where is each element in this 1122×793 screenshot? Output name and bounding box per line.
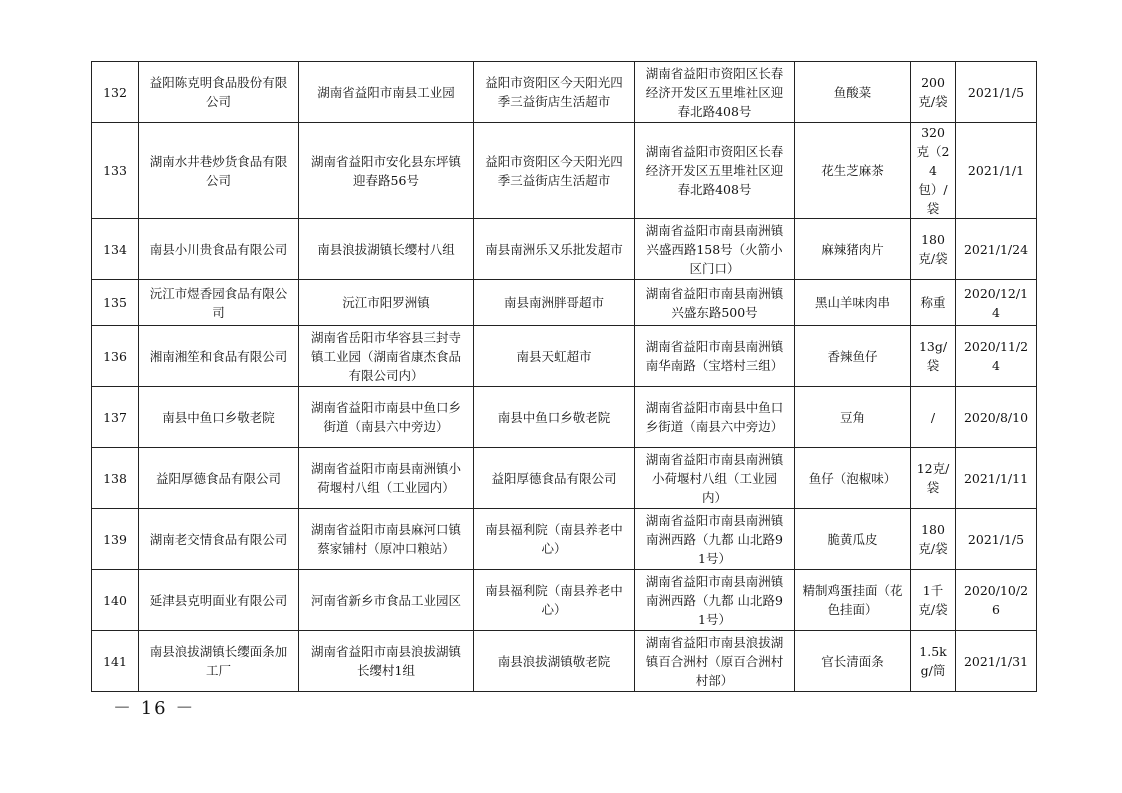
producer-name: 南县小川贵食品有限公司 [139,219,299,280]
row-number: 133 [92,123,139,219]
production-date: 2021/1/11 [956,448,1037,509]
producer-name: 沅江市煜香园食品有限公司 [139,280,299,326]
production-date: 2020/8/10 [956,387,1037,448]
product-name: 麻辣猪肉片 [795,219,911,280]
producer-name: 南县中鱼口乡敬老院 [139,387,299,448]
seller-name: 南县福利院（南县养老中心） [474,509,635,570]
seller-name: 南县福利院（南县养老中心） [474,570,635,631]
product-name: 花生芝麻茶 [795,123,911,219]
product-name: 官长清面条 [795,631,911,692]
row-number: 138 [92,448,139,509]
product-spec: 1千克/袋 [911,570,956,631]
table-row [92,280,1037,326]
product-spec: 12克/袋 [911,448,956,509]
seller-address: 湖南省益阳市南县南洲镇兴盛西路158号（火箭小区门口） [635,219,795,280]
producer-address: 湖南省益阳市南县工业园 [299,62,474,123]
seller-address: 湖南省益阳市资阳区长春经济开发区五里堆社区迎春北路408号 [635,62,795,123]
seller-address: 湖南省益阳市南县南洲镇南洲西路（九都 山北路91号） [635,509,795,570]
seller-address: 湖南省益阳市南县浪拔湖镇百合洲村（原百合洲村村部） [635,631,795,692]
producer-address: 沅江市阳罗洲镇 [299,280,474,326]
row-number: 141 [92,631,139,692]
product-name: 鱼仔（泡椒味） [795,448,911,509]
seller-address: 湖南省益阳市南县南洲镇南洲西路（九都 山北路91号） [635,570,795,631]
product-name: 黑山羊味肉串 [795,280,911,326]
row-number: 135 [92,280,139,326]
product-name: 豆角 [795,387,911,448]
row-number: 137 [92,387,139,448]
page-number: － 16 － [113,698,196,719]
row-number: 139 [92,509,139,570]
producer-address: 湖南省岳阳市华容县三封寺镇工业园（湖南省康杰食品有限公司内） [299,326,474,387]
table-row [92,570,1037,631]
producer-name: 益阳厚德食品有限公司 [139,448,299,509]
table-row [92,509,1037,570]
producer-address: 湖南省益阳市安化县东坪镇迎春路56号 [299,123,474,219]
seller-name: 南县天虹超市 [474,326,635,387]
seller-address: 湖南省益阳市南县南洲镇南华南路（宝塔村三组） [635,326,795,387]
production-date: 2020/11/24 [956,326,1037,387]
producer-address: 南县浪拔湖镇长缨村八组 [299,219,474,280]
producer-address: 湖南省益阳市南县麻河口镇蔡家铺村（原冲口粮站） [299,509,474,570]
row-number: 132 [92,62,139,123]
row-number: 134 [92,219,139,280]
product-name: 香辣鱼仔 [795,326,911,387]
product-spec: 200克/袋 [911,62,956,123]
producer-address: 湖南省益阳市南县浪拔湖镇长缨村1组 [299,631,474,692]
product-name: 脆黄瓜皮 [795,509,911,570]
table-row [92,387,1037,448]
production-date: 2021/1/24 [956,219,1037,280]
records-table [91,61,1037,692]
producer-name: 湖南老交情食品有限公司 [139,509,299,570]
product-spec: / [911,387,956,448]
product-name: 鱼酸菜 [795,62,911,123]
producer-name: 南县浪拔湖镇长缨面条加工厂 [139,631,299,692]
product-name: 精制鸡蛋挂面（花色挂面） [795,570,911,631]
product-spec: 13g/袋 [911,326,956,387]
product-spec: 320克（24包）/袋 [911,123,956,219]
seller-name: 益阳市资阳区今天阳光四季三益街店生活超市 [474,62,635,123]
table-row [92,123,1037,219]
seller-name: 南县中鱼口乡敬老院 [474,387,635,448]
table-row [92,326,1037,387]
production-date: 2020/12/14 [956,280,1037,326]
producer-address: 湖南省益阳市南县中鱼口乡街道（南县六中旁边） [299,387,474,448]
production-date: 2021/1/1 [956,123,1037,219]
seller-address: 湖南省益阳市南县南洲镇小荷堰村八组（工业园内） [635,448,795,509]
producer-name: 湘南湘笙和食品有限公司 [139,326,299,387]
table-row [92,448,1037,509]
seller-name: 南县南洲乐又乐批发超市 [474,219,635,280]
seller-name: 南县浪拔湖镇敬老院 [474,631,635,692]
producer-address: 河南省新乡市食品工业园区 [299,570,474,631]
production-date: 2021/1/5 [956,509,1037,570]
product-spec: 180克/袋 [911,509,956,570]
table-row [92,219,1037,280]
production-date: 2020/10/26 [956,570,1037,631]
row-number: 136 [92,326,139,387]
product-spec: 180克/袋 [911,219,956,280]
producer-name: 益阳陈克明食品股份有限公司 [139,62,299,123]
seller-address: 湖南省益阳市南县南洲镇兴盛东路500号 [635,280,795,326]
producer-name: 延津县克明面业有限公司 [139,570,299,631]
seller-address: 湖南省益阳市南县中鱼口乡街道（南县六中旁边） [635,387,795,448]
table-row [92,62,1037,123]
seller-address: 湖南省益阳市资阳区长春经济开发区五里堆社区迎春北路408号 [635,123,795,219]
production-date: 2021/1/31 [956,631,1037,692]
producer-name: 湖南水井巷炒货食品有限公司 [139,123,299,219]
production-date: 2021/1/5 [956,62,1037,123]
producer-address: 湖南省益阳市南县南洲镇小荷堰村八组（工业园内） [299,448,474,509]
product-spec: 称重 [911,280,956,326]
product-spec: 1.5kg/筒 [911,631,956,692]
seller-name: 益阳市资阳区今天阳光四季三益街店生活超市 [474,123,635,219]
row-number: 140 [92,570,139,631]
table-row [92,631,1037,692]
seller-name: 益阳厚德食品有限公司 [474,448,635,509]
seller-name: 南县南洲胖哥超市 [474,280,635,326]
